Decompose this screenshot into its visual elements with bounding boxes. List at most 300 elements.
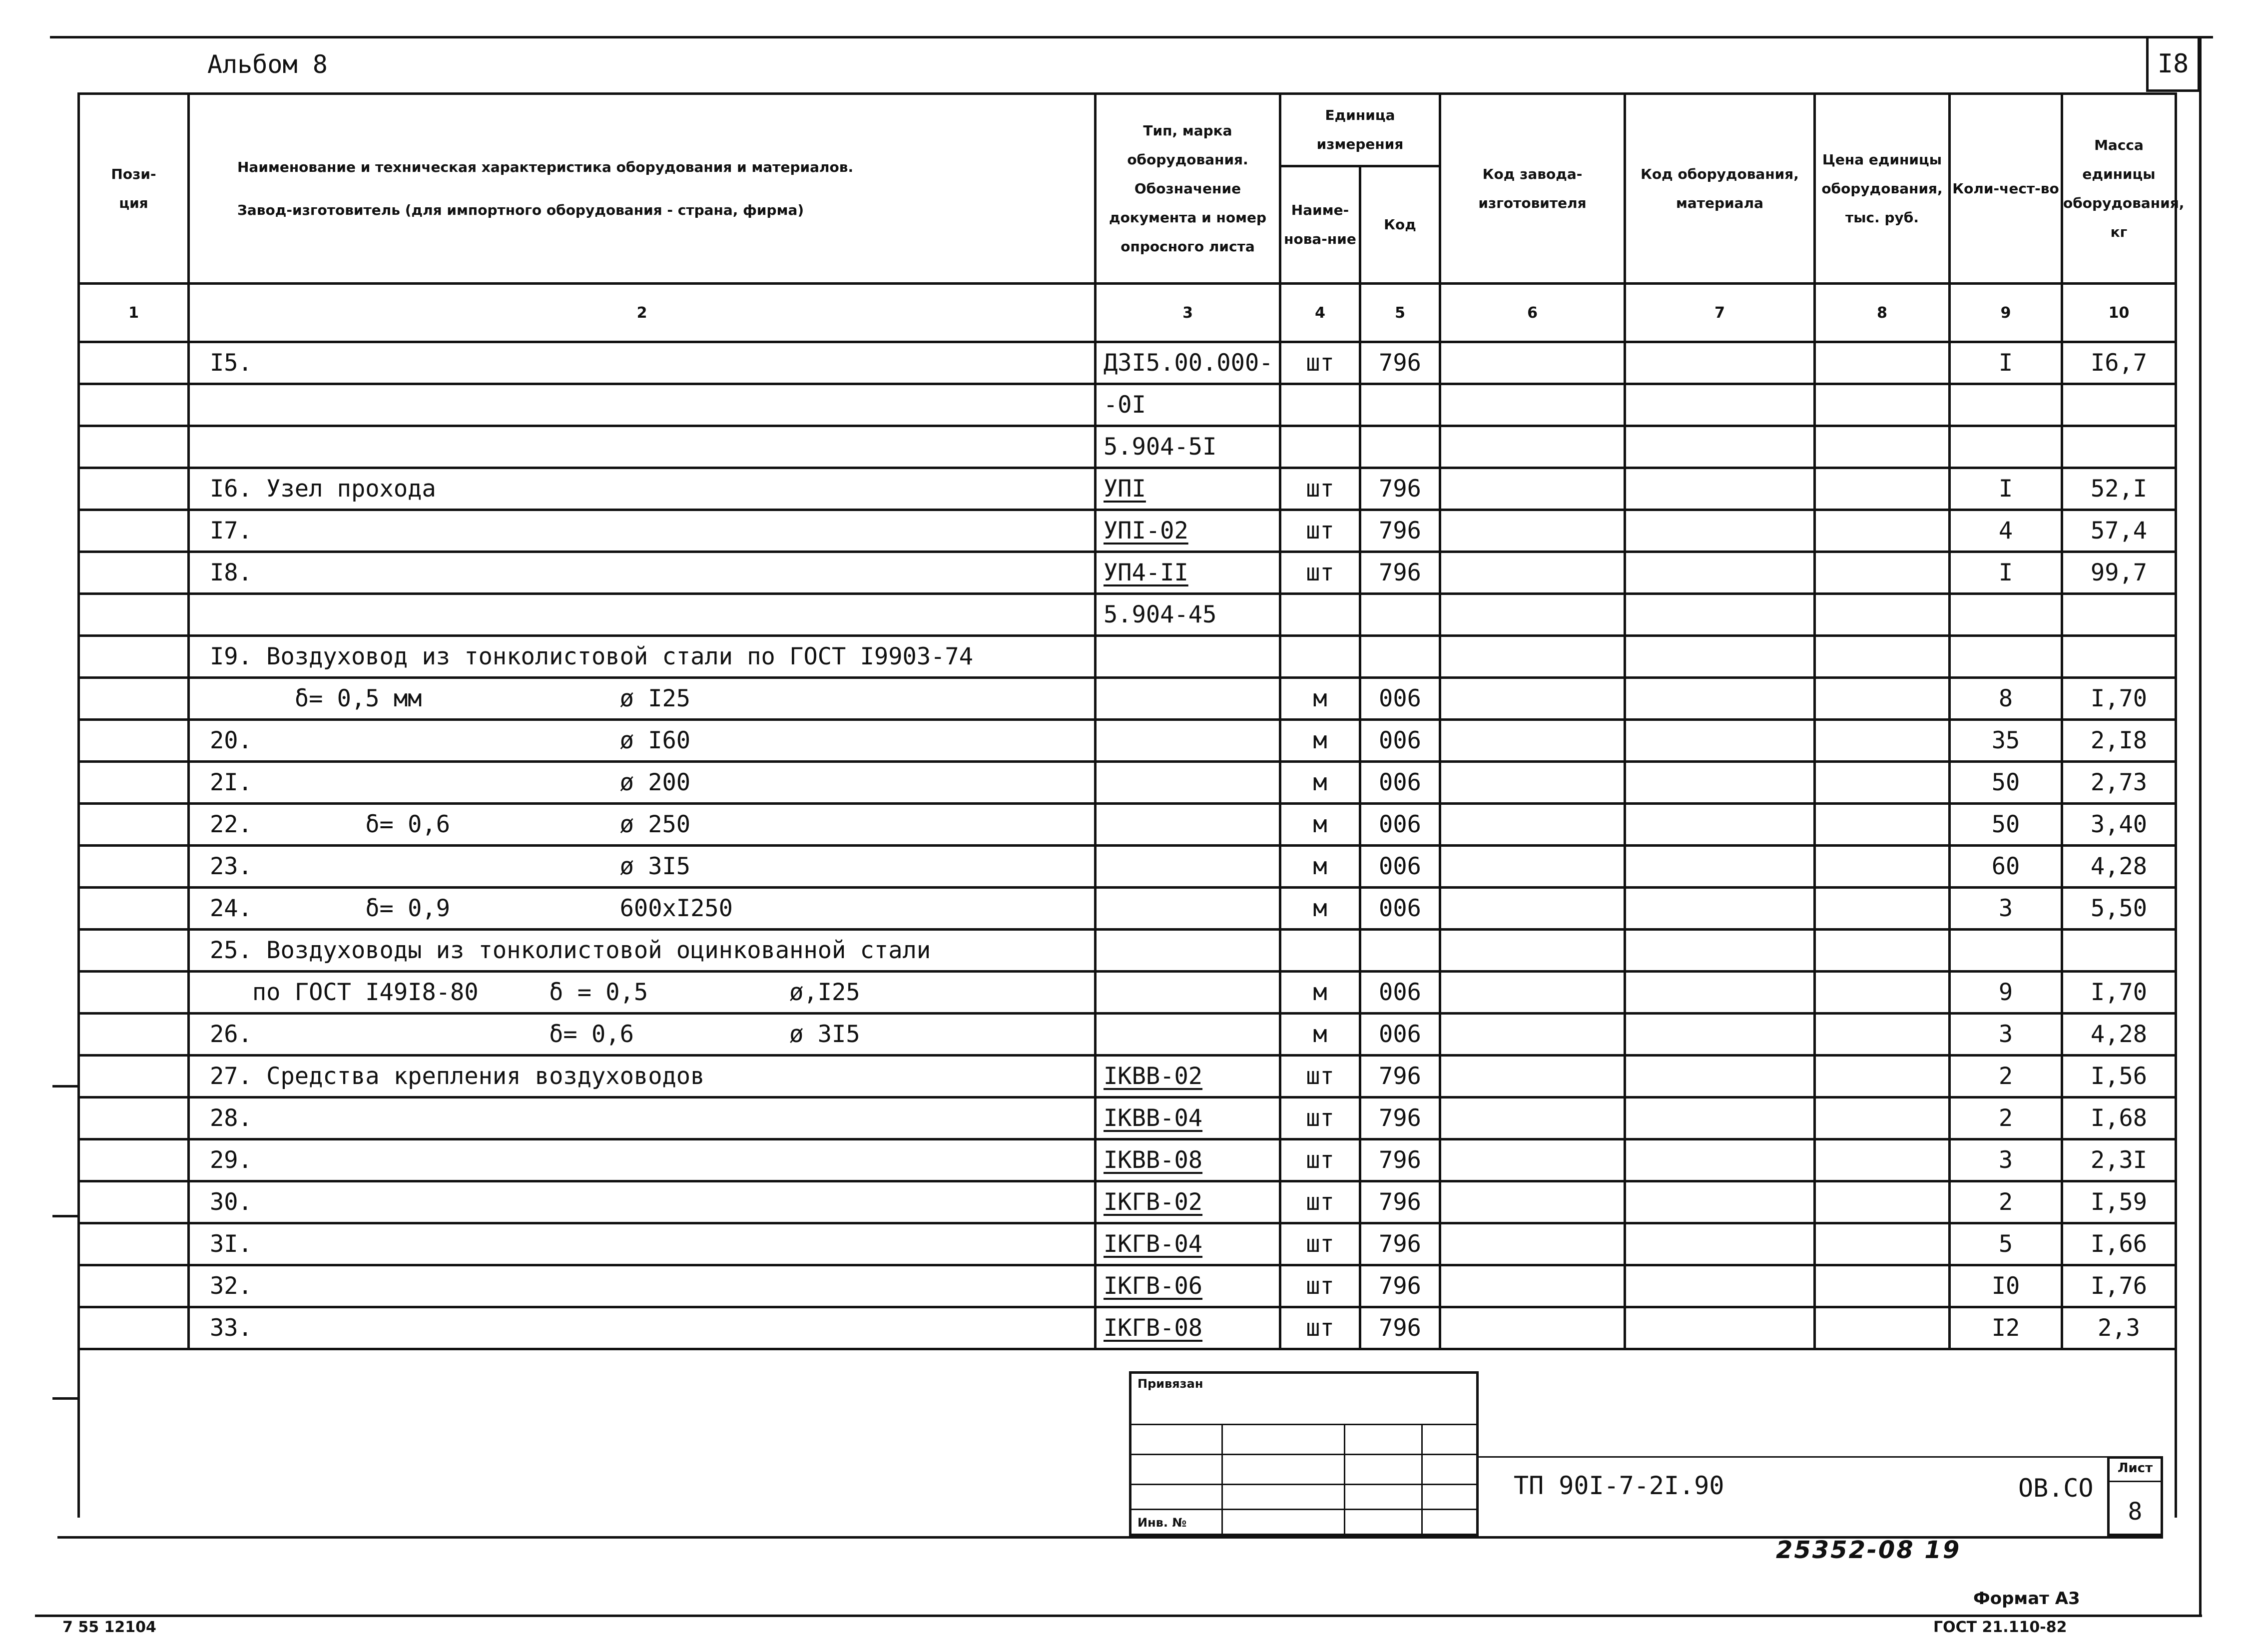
cell-manufacturer-code (1440, 510, 1625, 552)
header-manufacturer-code: Код завода-изготовителя (1440, 94, 1625, 284)
cell-unit (1280, 636, 1360, 678)
cell-pos (79, 972, 189, 1014)
cell-code: 796 (1360, 1098, 1440, 1139)
cell-name: 26. δ= 0,6 ø 3I5 (189, 1014, 1096, 1056)
cell-equipment-code (1625, 972, 1815, 1014)
cell-unit (1280, 594, 1360, 636)
cell-manufacturer-code (1440, 1181, 1625, 1223)
cell-pos (79, 762, 189, 804)
cell-code: 006 (1360, 720, 1440, 762)
column-number-cell: 1 (79, 284, 189, 342)
cell-pos (79, 468, 189, 510)
cell-name: I6. Узел прохода (189, 468, 1096, 510)
empty-footer-row (79, 1349, 2176, 1518)
cell-unit: шт (1280, 1056, 1360, 1098)
cell-price (1815, 1265, 1950, 1307)
table-row (79, 678, 2176, 720)
cell-name: 23. ø 3I5 (189, 846, 1096, 888)
table-row (79, 1098, 2176, 1139)
cell-unit: шт (1280, 552, 1360, 594)
cell-qty: I0 (1950, 1265, 2062, 1307)
specification-table (77, 92, 2185, 1518)
cell-mass (2062, 594, 2176, 636)
cell-type: IКГВ-08 (1096, 1307, 1280, 1349)
cell-qty: I (1950, 342, 2062, 384)
cell-unit: м (1280, 720, 1360, 762)
cell-qty: 50 (1950, 762, 2062, 804)
cell-mass (2062, 426, 2176, 468)
print-stamp-number: 7 55 12104 (62, 1619, 156, 1636)
cell-type: IКГВ-02 (1096, 1181, 1280, 1223)
cell-qty: I (1950, 468, 2062, 510)
frame-right-line (2199, 36, 2202, 1615)
cell-price (1815, 846, 1950, 888)
stamp-line (1131, 1424, 1476, 1425)
column-number-row (79, 284, 2176, 342)
cell-mass: 2,3 (2062, 1307, 2176, 1349)
cell-type: IКВВ-08 (1096, 1139, 1280, 1181)
cell-code (1360, 930, 1440, 972)
cell-type: IКГВ-04 (1096, 1223, 1280, 1265)
table-row (79, 1223, 2176, 1265)
cell-name (189, 384, 1096, 426)
cell-price (1815, 762, 1950, 804)
cell-code (1360, 384, 1440, 426)
header-name (189, 94, 1096, 284)
header-price: Цена единицы оборудования, тыс. руб. (1815, 94, 1950, 284)
title-block-line (1479, 1456, 2107, 1458)
cell-type: УПI (1096, 468, 1280, 510)
cell-name: I7. (189, 510, 1096, 552)
cell-manufacturer-code (1440, 1265, 1625, 1307)
cell-equipment-code (1625, 342, 1815, 384)
cell-manufacturer-code (1440, 384, 1625, 426)
cell-pos (79, 804, 189, 846)
binding-stamp (1129, 1371, 1479, 1536)
cell-equipment-code (1625, 804, 1815, 846)
cell-code: 796 (1360, 1223, 1440, 1265)
cell-qty: 9 (1950, 972, 2062, 1014)
table-body (79, 342, 2176, 1349)
table-row (79, 1181, 2176, 1223)
cell-price (1815, 1098, 1950, 1139)
cell-equipment-code (1625, 1014, 1815, 1056)
cell-equipment-code (1625, 888, 1815, 930)
cell-qty: 2 (1950, 1098, 2062, 1139)
cell-unit: шт (1280, 1181, 1360, 1223)
cell-price (1815, 888, 1950, 930)
cell-mass: 99,7 (2062, 552, 2176, 594)
cell-name: 30. (189, 1181, 1096, 1223)
cell-type (1096, 972, 1280, 1014)
cell-mass (2062, 636, 2176, 678)
cell-pos (79, 594, 189, 636)
cell-manufacturer-code (1440, 930, 1625, 972)
cell-equipment-code (1625, 594, 1815, 636)
cell-mass: 5,50 (2062, 888, 2176, 930)
cell-manufacturer-code (1440, 1098, 1625, 1139)
cell-code: 006 (1360, 846, 1440, 888)
cell-unit: м (1280, 846, 1360, 888)
album-title: Альбом 8 (207, 50, 328, 79)
cell-code (1360, 594, 1440, 636)
column-number-cell: 10 (2062, 284, 2176, 342)
stamp-divider (1221, 1424, 1223, 1536)
cell-qty: 4 (1950, 510, 2062, 552)
cell-pos (79, 1014, 189, 1056)
cell-price (1815, 930, 1950, 972)
cell-manufacturer-code (1440, 846, 1625, 888)
cell-code: 796 (1360, 1307, 1440, 1349)
table-row (79, 804, 2176, 846)
cell-price (1815, 384, 1950, 426)
cell-qty: 3 (1950, 1139, 2062, 1181)
cell-unit: шт (1280, 1265, 1360, 1307)
cell-code: 796 (1360, 1181, 1440, 1223)
cell-type (1096, 678, 1280, 720)
cell-name: δ= 0,5 мм ø I25 (189, 678, 1096, 720)
table-row (79, 1014, 2176, 1056)
cell-mass: 3,40 (2062, 804, 2176, 846)
cell-name: 24. δ= 0,9 600xI250 (189, 888, 1096, 930)
cell-mass: I,59 (2062, 1181, 2176, 1223)
cell-name: I8. (189, 552, 1096, 594)
stamp-label: Привязан (1137, 1377, 1203, 1391)
cell-equipment-code (1625, 1223, 1815, 1265)
table-row (79, 720, 2176, 762)
cell-unit (1280, 426, 1360, 468)
cell-equipment-code (1625, 1265, 1815, 1307)
cell-code: 006 (1360, 888, 1440, 930)
table-row (79, 846, 2176, 888)
cell-name: 27. Средства крепления воздуховодов (189, 1056, 1096, 1098)
cell-pos (79, 1223, 189, 1265)
cell-mass: 4,28 (2062, 1014, 2176, 1056)
table-row (79, 384, 2176, 426)
cell-equipment-code (1625, 720, 1815, 762)
cell-code: 006 (1360, 1014, 1440, 1056)
cell-pos (79, 384, 189, 426)
column-number-cell: 7 (1625, 284, 1815, 342)
cell-name: I5. (189, 342, 1096, 384)
cell-name: 32. (189, 1265, 1096, 1307)
cell-unit: шт (1280, 342, 1360, 384)
cell-unit (1280, 384, 1360, 426)
cell-mass: 2,3I (2062, 1139, 2176, 1181)
cell-name: 2I. ø 200 (189, 762, 1096, 804)
cell-manufacturer-code (1440, 342, 1625, 384)
stamp-line (1131, 1484, 1476, 1485)
cell-qty: I (1950, 552, 2062, 594)
cell-equipment-code (1625, 1056, 1815, 1098)
table-row (79, 972, 2176, 1014)
cell-name (189, 594, 1096, 636)
cell-code: 796 (1360, 1265, 1440, 1307)
cell-equipment-code (1625, 510, 1815, 552)
column-number-cell: 9 (1950, 284, 2062, 342)
cell-name: 3I. (189, 1223, 1096, 1265)
cell-pos (79, 678, 189, 720)
cell-pos (79, 1265, 189, 1307)
table-row (79, 1139, 2176, 1181)
cell-manufacturer-code (1440, 1139, 1625, 1181)
cell-mass: 57,4 (2062, 510, 2176, 552)
table-row (79, 930, 2176, 972)
cell-name: 22. δ= 0,6 ø 250 (189, 804, 1096, 846)
cell-type (1096, 720, 1280, 762)
cell-pos (79, 888, 189, 930)
cell-qty: 2 (1950, 1181, 2062, 1223)
cell-pos (79, 720, 189, 762)
margin-tick (52, 1085, 78, 1088)
header-unit-group: Единица измерения (1280, 94, 1440, 166)
cell-qty: 60 (1950, 846, 2062, 888)
cell-qty (1950, 594, 2062, 636)
margin-tick (52, 1215, 78, 1217)
table-row (79, 888, 2176, 930)
cell-qty (1950, 636, 2062, 678)
cell-type: ДЗI5.00.000- (1096, 342, 1280, 384)
column-number-cell: 2 (189, 284, 1096, 342)
sheet-number-top: I8 (2146, 36, 2200, 92)
margin-tick (52, 1397, 78, 1400)
cell-price (1815, 1139, 1950, 1181)
cell-pos (79, 510, 189, 552)
cell-price (1815, 804, 1950, 846)
header-quantity: Коли-чест-во (1950, 94, 2062, 284)
cell-manufacturer-code (1440, 720, 1625, 762)
cell-mass: I,76 (2062, 1265, 2176, 1307)
stamp-line (1131, 1509, 1476, 1510)
cell-type (1096, 930, 1280, 972)
cell-code (1360, 426, 1440, 468)
cell-equipment-code (1625, 426, 1815, 468)
header-name-main: Наименование и техническая характеристика оборудования и материалов. (237, 158, 854, 175)
cell-price (1815, 1181, 1950, 1223)
column-number-cell: 3 (1096, 284, 1280, 342)
cell-equipment-code (1625, 1139, 1815, 1181)
cell-mass (2062, 384, 2176, 426)
header-name-sub: Завод-изготовитель (для импортного оборудования - страна, фирма) (237, 201, 804, 218)
cell-equipment-code (1625, 846, 1815, 888)
cell-mass: I,70 (2062, 972, 2176, 1014)
cell-unit: м (1280, 888, 1360, 930)
cell-code: 796 (1360, 510, 1440, 552)
cell-pos (79, 1307, 189, 1349)
cell-type (1096, 636, 1280, 678)
document-code: ТП 90I-7-2I.90 (1514, 1471, 1724, 1500)
header-equipment-code: Код оборудования, материала (1625, 94, 1815, 284)
cell-code: 796 (1360, 468, 1440, 510)
cell-name: 28. (189, 1098, 1096, 1139)
cell-pos (79, 1098, 189, 1139)
cell-equipment-code (1625, 762, 1815, 804)
cell-unit: м (1280, 762, 1360, 804)
cell-qty: 8 (1950, 678, 2062, 720)
footer-area (79, 1349, 2176, 1518)
cell-price (1815, 636, 1950, 678)
cell-manufacturer-code (1440, 1014, 1625, 1056)
cell-qty: 35 (1950, 720, 2062, 762)
sheet-label: Лист (2117, 1461, 2153, 1476)
cell-equipment-code (1625, 678, 1815, 720)
cell-type: УП4-II (1096, 552, 1280, 594)
sheet-number: 8 (2128, 1498, 2143, 1526)
cell-name: I9. Воздуховод из тонколистовой стали по ГОСТ I9903-74 (189, 636, 1096, 678)
cell-mass: I,68 (2062, 1098, 2176, 1139)
cell-pos (79, 636, 189, 678)
cell-type: УПI-02 (1096, 510, 1280, 552)
table-row (79, 426, 2176, 468)
cell-pos (79, 1181, 189, 1223)
inventory-label: Инв. № (1137, 1516, 1187, 1530)
cell-equipment-code (1625, 384, 1815, 426)
table-row (79, 342, 2176, 384)
cell-manufacturer-code (1440, 1223, 1625, 1265)
cell-price (1815, 510, 1950, 552)
cell-unit: м (1280, 804, 1360, 846)
cell-manufacturer-code (1440, 972, 1625, 1014)
cell-manufacturer-code (1440, 552, 1625, 594)
cell-code: 796 (1360, 342, 1440, 384)
sheet-box (2107, 1456, 2163, 1536)
cell-manufacturer-code (1440, 804, 1625, 846)
cell-pos (79, 1056, 189, 1098)
cell-manufacturer-code (1440, 888, 1625, 930)
cell-pos (79, 552, 189, 594)
cell-type: IКВВ-04 (1096, 1098, 1280, 1139)
cell-type: -0I (1096, 384, 1280, 426)
cell-name: 33. (189, 1307, 1096, 1349)
cell-manufacturer-code (1440, 678, 1625, 720)
cell-pos (79, 930, 189, 972)
cell-qty: 3 (1950, 888, 2062, 930)
table-row (79, 552, 2176, 594)
column-number-cell: 6 (1440, 284, 1625, 342)
cell-type: IКВВ-02 (1096, 1056, 1280, 1098)
stamp-divider (1421, 1424, 1423, 1536)
cell-mass: I,56 (2062, 1056, 2176, 1098)
column-number-cell: 8 (1815, 284, 1950, 342)
cell-type (1096, 1014, 1280, 1056)
header-position: Пози- ция (79, 94, 189, 284)
cell-equipment-code (1625, 1098, 1815, 1139)
handwritten-number: 25352-08 19 (1776, 1536, 1961, 1564)
cell-mass: I,66 (2062, 1223, 2176, 1265)
cell-manufacturer-code (1440, 1307, 1625, 1349)
cell-equipment-code (1625, 930, 1815, 972)
header-type: Тип, марка оборудования. Обозначение документа и номер опросного листа (1096, 94, 1280, 284)
cell-type: 5.904-45 (1096, 594, 1280, 636)
table-row (79, 1056, 2176, 1098)
column-number-cell: 4 (1280, 284, 1360, 342)
cell-code: 796 (1360, 1056, 1440, 1098)
cell-code: 006 (1360, 678, 1440, 720)
cell-name: 20. ø I60 (189, 720, 1096, 762)
sheet-box-line (2110, 1481, 2161, 1482)
stamp-divider (1344, 1424, 1345, 1536)
table-row (79, 1265, 2176, 1307)
cell-price (1815, 552, 1950, 594)
cell-type: 5.904-5I (1096, 426, 1280, 468)
cell-price (1815, 468, 1950, 510)
cell-price (1815, 972, 1950, 1014)
cell-qty (1950, 930, 2062, 972)
table-row (79, 762, 2176, 804)
cell-price (1815, 1223, 1950, 1265)
cell-type (1096, 888, 1280, 930)
cell-pos (79, 1139, 189, 1181)
table-row (79, 594, 2176, 636)
cell-code: 796 (1360, 1139, 1440, 1181)
cell-manufacturer-code (1440, 1056, 1625, 1098)
cell-type (1096, 762, 1280, 804)
cell-mass: 2,73 (2062, 762, 2176, 804)
cell-unit: шт (1280, 1098, 1360, 1139)
stamp-line (1131, 1454, 1476, 1455)
table-row (79, 636, 2176, 678)
cell-name: по ГОСТ I49I8-80 δ = 0,5 ø,I25 (189, 972, 1096, 1014)
cell-equipment-code (1625, 468, 1815, 510)
cell-code: 006 (1360, 804, 1440, 846)
cell-mass (2062, 930, 2176, 972)
cell-type: IКГВ-06 (1096, 1265, 1280, 1307)
cell-code: 796 (1360, 552, 1440, 594)
cell-price (1815, 426, 1950, 468)
cell-unit: шт (1280, 468, 1360, 510)
table-row (79, 510, 2176, 552)
cell-qty (1950, 384, 2062, 426)
cell-unit: м (1280, 972, 1360, 1014)
cell-name: 25. Воздуховоды из тонколистовой оцинкованной стали (189, 930, 1096, 972)
frame-top-line (50, 36, 2213, 38)
cell-price (1815, 720, 1950, 762)
cell-equipment-code (1625, 552, 1815, 594)
cell-price (1815, 1014, 1950, 1056)
cell-pos (79, 426, 189, 468)
cell-manufacturer-code (1440, 468, 1625, 510)
cell-qty (1950, 426, 2062, 468)
cell-equipment-code (1625, 1307, 1815, 1349)
cell-qty: 5 (1950, 1223, 2062, 1265)
cell-unit: шт (1280, 1139, 1360, 1181)
cell-manufacturer-code (1440, 594, 1625, 636)
cell-mass: 4,28 (2062, 846, 2176, 888)
cell-qty: I2 (1950, 1307, 2062, 1349)
cell-price (1815, 342, 1950, 384)
cell-unit (1280, 930, 1360, 972)
cell-name (189, 426, 1096, 468)
cell-unit: м (1280, 678, 1360, 720)
cell-unit: шт (1280, 1307, 1360, 1349)
gost-reference: ГОСТ 21.110-82 (1933, 1619, 2067, 1636)
cell-mass: I6,7 (2062, 342, 2176, 384)
cell-equipment-code (1625, 1181, 1815, 1223)
cell-price (1815, 594, 1950, 636)
cell-code: 006 (1360, 972, 1440, 1014)
cell-code (1360, 636, 1440, 678)
cell-price (1815, 1056, 1950, 1098)
column-number-cell: 5 (1360, 284, 1440, 342)
header-unit-name: Наиме-нова-ние (1280, 166, 1360, 284)
cell-type (1096, 804, 1280, 846)
header-mass: Масса единицы оборудования, кг (2062, 94, 2176, 284)
cell-price (1815, 1307, 1950, 1349)
cell-qty: 3 (1950, 1014, 2062, 1056)
cell-qty: 50 (1950, 804, 2062, 846)
document-section: ОВ.СО (2018, 1474, 2094, 1503)
paper-format: Формат А3 (1973, 1589, 2080, 1609)
